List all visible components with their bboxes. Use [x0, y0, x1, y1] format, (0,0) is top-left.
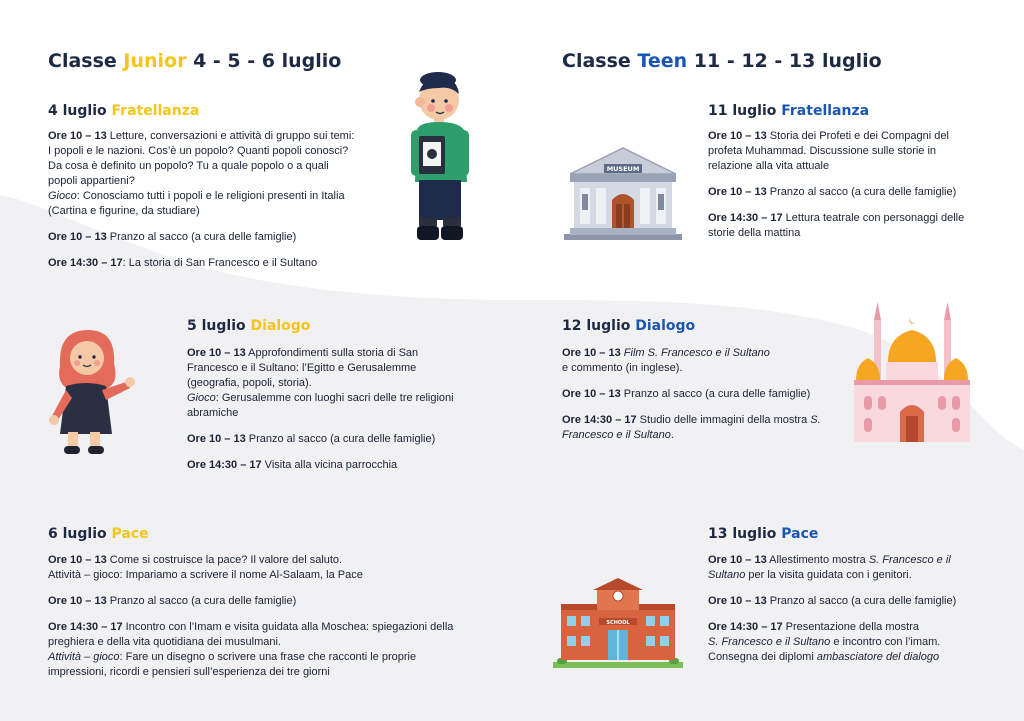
- teen-day2-afternoon: Ore 14:30 – 17 Studio delle immagini della mostra S. Francesco e il Sultano.: [562, 414, 821, 441]
- museum-sign: MUSEUM: [606, 165, 640, 173]
- junior-day1-morning: Ore 10 – 13 Letture, conversazioni e attività di gruppo sui temi: I popoli e le nazioni. Cos’è un popolo? Quanti popoli conosci? Da cosa è definito un popolo? Tu a quale popolo o a quali popoli appartieni? Gioco: Conosciamo tutti i popoli e le religioni presenti in Italia (Cartina e figurine, da studiare): [48, 130, 355, 217]
- teen-day2-schedule: [562, 346, 832, 454]
- teen-day1-heading: 11 luglio Fratellanza: [708, 103, 870, 119]
- junior-day3-morning: Ore 10 – 13 Come si costruisce la pace? Il valore del saluto. Attività – gioco: Impariamo a scrivere il nome Al-Salaam, la Pace: [48, 554, 363, 581]
- junior-day1-schedule: [48, 129, 358, 282]
- junior-title: Classe Junior 4 - 5 - 6 luglio: [48, 50, 342, 72]
- teen-day3-morning: Ore 10 – 13 Allestimento mostra S. Francesco e il Sultano per la visita guidata con i genitori.: [708, 554, 951, 581]
- teen-day2-heading: 12 luglio Dialogo: [562, 318, 696, 334]
- teen-day1-lunch: Ore 10 – 13 Pranzo al sacco (a cura delle famiglie): [708, 186, 957, 198]
- junior-day3-heading: 6 luglio Pace: [48, 526, 149, 542]
- teen-day3-lunch: Ore 10 – 13 Pranzo al sacco (a cura delle famiglie): [708, 595, 957, 607]
- junior-day2-lunch: Ore 10 – 13 Pranzo al sacco (a cura delle famiglie): [187, 433, 436, 445]
- teen-day3-afternoon: Ore 14:30 – 17 Presentazione della mostra S. Francesco e il Sultano e incontro con l’imam. Consegna dei diplomi ambasciatore del dialogo: [708, 621, 941, 663]
- junior-day3-lunch: Ore 10 – 13 Pranzo al sacco (a cura delle famiglie): [48, 595, 297, 607]
- junior-day1-heading: 4 luglio Fratellanza: [48, 103, 200, 119]
- junior-day2-morning: Ore 10 – 13 Approfondimenti sulla storia di San Francesco e il Sultano: l’Egitto e Gerusalemme (geografia, popoli, storia). Gioco: Gerusalemme con luoghi sacri delle tre religioni abramiche: [187, 347, 454, 419]
- junior-day2-heading: 5 luglio Dialogo: [187, 318, 311, 334]
- teen-day2-morning: Ore 10 – 13 Film S. Francesco e il Sultano e commento (in inglese).: [562, 347, 770, 374]
- junior-day1-afternoon: Ore 14:30 – 17: La storia di San Francesco e il Sultano: [48, 257, 318, 269]
- teen-title: Classe Teen 11 - 12 - 13 luglio: [562, 50, 882, 72]
- teen-day1-morning: Ore 10 – 13 Storia dei Profeti e dei Compagni del profeta Muhammad. Discussione sulle storie in relazione alla vita attuale: [708, 130, 949, 172]
- boy-reading-illustration: [405, 72, 475, 244]
- junior-day2-schedule: [187, 346, 457, 484]
- museum-illustration: [562, 146, 684, 241]
- school-illustration: [553, 578, 683, 668]
- mosque-illustration: [848, 300, 976, 444]
- junior-day3-afternoon: Ore 14:30 – 17 Incontro con l’Imam e visita guidata alla Moschea: spiegazioni della preghiera e della vita quotidiana dei musulmani. Attività – gioco: Fare un disegno o scrivere una frase che racconti le proprie impressioni, ricordi e pensieri sull’esperienza dei tre giorni: [48, 621, 454, 678]
- junior-day1-lunch: Ore 10 – 13 Pranzo al sacco (a cura delle famiglie): [48, 231, 297, 243]
- junior-day3-schedule: [48, 553, 468, 691]
- teen-day1-schedule: [708, 129, 983, 252]
- teen-day2-lunch: Ore 10 – 13 Pranzo al sacco (a cura delle famiglie): [562, 388, 811, 400]
- school-sign: SCHOOL: [606, 620, 630, 626]
- teen-day3-heading: 13 luglio Pace: [708, 526, 819, 542]
- junior-day2-afternoon: Ore 14:30 – 17 Visita alla vicina parrocchia: [187, 459, 398, 471]
- girl-hijab-illustration: [40, 326, 140, 458]
- teen-day1-afternoon: Ore 14:30 – 17 Lettura teatrale con personaggi delle storie della mattina: [708, 212, 965, 239]
- teen-day3-schedule: [708, 553, 983, 676]
